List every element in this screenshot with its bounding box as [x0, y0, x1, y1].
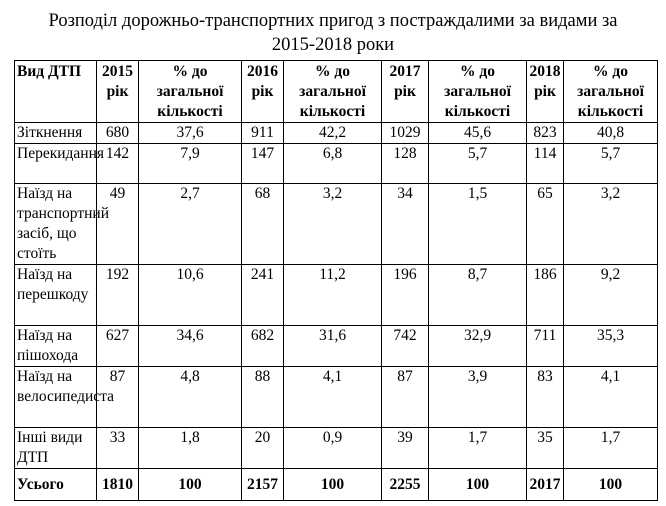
table-cell: 100 [284, 469, 382, 501]
table-cell: 49 [97, 184, 139, 265]
table-row [15, 428, 658, 469]
table-cell: 142 [97, 144, 139, 184]
table-cell: 8,7 [429, 265, 527, 326]
column-header: % до загальної кількості [139, 61, 242, 123]
column-header: 2017 рік [382, 61, 429, 123]
table-cell: 4,8 [139, 367, 242, 428]
row-label: Наїзд на транспортний засіб, що стоїть [15, 184, 97, 265]
column-header: % до загальної кількості [284, 61, 382, 123]
table-cell: 4,1 [284, 367, 382, 428]
table-cell: 83 [527, 367, 564, 428]
table-cell: 1,7 [429, 428, 527, 469]
table-cell: 10,6 [139, 265, 242, 326]
table-cell: 627 [97, 326, 139, 367]
table-cell: 128 [382, 144, 429, 184]
table-cell: 2017 [527, 469, 564, 501]
table-cell: 1810 [97, 469, 139, 501]
title-line-1: Розподіл дорожньо-транспортних пригод з постраждалими за видами за [48, 11, 618, 31]
row-label: Усього [15, 469, 97, 501]
table-cell: 711 [527, 326, 564, 367]
title-line-2: 2015-2018 роки [271, 35, 395, 55]
table-cell: 3,2 [284, 184, 382, 265]
table-cell: 147 [242, 144, 284, 184]
table-cell: 241 [242, 265, 284, 326]
column-header: 2016 рік [242, 61, 284, 123]
table-cell: 192 [97, 265, 139, 326]
row-label: Наїзд на перешкоду [15, 265, 97, 326]
table-cell: 39 [382, 428, 429, 469]
table-cell: 45,6 [429, 123, 527, 144]
table-cell: 100 [139, 469, 242, 501]
table-cell: 1,7 [564, 428, 658, 469]
header-row [15, 61, 658, 123]
table-cell: 100 [429, 469, 527, 501]
table-cell: 42,2 [284, 123, 382, 144]
table-row [15, 184, 658, 265]
table-cell: 0,9 [284, 428, 382, 469]
table-cell: 87 [97, 367, 139, 428]
table-cell: 65 [527, 184, 564, 265]
table-cell: 186 [527, 265, 564, 326]
table-cell: 1029 [382, 123, 429, 144]
table-cell: 1,5 [429, 184, 527, 265]
table-cell: 34,6 [139, 326, 242, 367]
table-cell: 20 [242, 428, 284, 469]
row-label: Зіткнення [15, 123, 97, 144]
table-cell: 196 [382, 265, 429, 326]
table-cell: 87 [382, 367, 429, 428]
table-cell: 680 [97, 123, 139, 144]
column-header: Вид ДТП [15, 61, 97, 123]
table-cell: 5,7 [429, 144, 527, 184]
table-cell: 2255 [382, 469, 429, 501]
table-cell: 1,8 [139, 428, 242, 469]
table-cell: 88 [242, 367, 284, 428]
total-row [15, 469, 658, 501]
column-header: 2015 рік [97, 61, 139, 123]
table-cell: 2157 [242, 469, 284, 501]
row-label: Інші види ДТП [15, 428, 97, 469]
table-row [15, 144, 658, 184]
table-cell: 34 [382, 184, 429, 265]
column-header: 2018 рік [527, 61, 564, 123]
table-cell: 40,8 [564, 123, 658, 144]
row-label: Наїзд на пішохода [15, 326, 97, 367]
table-cell: 35,3 [564, 326, 658, 367]
table-cell: 114 [527, 144, 564, 184]
table-cell: 32,9 [429, 326, 527, 367]
table-row [15, 367, 658, 428]
table-cell: 33 [97, 428, 139, 469]
dtp-table [14, 60, 658, 501]
column-header: % до загальної кількості [429, 61, 527, 123]
table-cell: 742 [382, 326, 429, 367]
column-header: % до загальної кількості [564, 61, 658, 123]
table-cell: 100 [564, 469, 658, 501]
table-cell: 11,2 [284, 265, 382, 326]
table-cell: 2,7 [139, 184, 242, 265]
row-label: Наїзд на велосипедиста [15, 367, 97, 428]
table-cell: 68 [242, 184, 284, 265]
document-title [0, 0, 666, 57]
table-cell: 35 [527, 428, 564, 469]
table-row [15, 265, 658, 326]
table-row [15, 326, 658, 367]
table-cell: 3,2 [564, 184, 658, 265]
table-row [15, 123, 658, 144]
table-cell: 9,2 [564, 265, 658, 326]
table-cell: 4,1 [564, 367, 658, 428]
row-label: Перекидання [15, 144, 97, 184]
table-cell: 911 [242, 123, 284, 144]
table-cell: 823 [527, 123, 564, 144]
table-cell: 6,8 [284, 144, 382, 184]
table-cell: 3,9 [429, 367, 527, 428]
table-cell: 7,9 [139, 144, 242, 184]
table-cell: 37,6 [139, 123, 242, 144]
table-cell: 31,6 [284, 326, 382, 367]
table-cell: 682 [242, 326, 284, 367]
table-cell: 5,7 [564, 144, 658, 184]
